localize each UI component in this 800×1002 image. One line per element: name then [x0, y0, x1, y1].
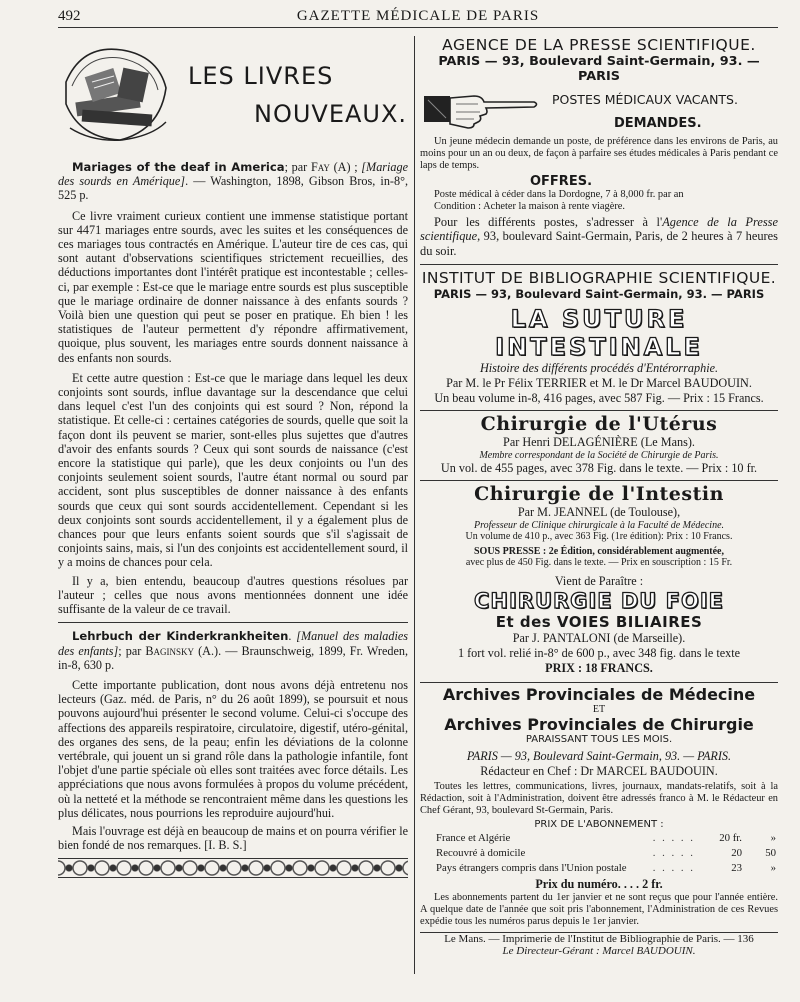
foie-title: CHIRURGIE DU FOIE [473, 589, 725, 614]
intestin-author: Par M. JEANNEL (de Toulouse), [517, 505, 681, 520]
archives-frequency: PARAISSANT TOUS LES MOIS. [525, 734, 673, 746]
contact-part-a: Pour les différents postes, s'adresser à l' [434, 215, 663, 229]
issue-price: Prix du numéro. . . . 2 fr. [535, 876, 663, 891]
price-value-centimes: 50 [765, 847, 776, 860]
book2-paragraph: Mais l'ouvrage est déjà en beaucoup de mains et on pourra vérifier le bien fondé de nos remarques. [I. B. S.] [58, 823, 408, 853]
uterus-price: Un vol. de 455 pages, avec 378 Fig. dans le texte. — Prix : 10 fr. [440, 461, 758, 476]
section-divider [420, 682, 778, 683]
book1-paragraph: Il y a, bien entendu, beaucoup d'autres questions résolues par l'auteur ; celles que nous avons mentionnées donnent une idée suffisante de la valeur de ce travail. [58, 573, 408, 617]
offres-text-2: Condition : Acheter la maison à rente viagère. [434, 201, 626, 212]
archives-correspondence: Toutes les lettres, communications, livres, journaux, mandats-relatifs, soit à la Rédaction, soit à l'Administration, doivent être adressés franco à M. le Rédacteur en Chef Gérant, 93, boulevard St-Germain, Paris. [420, 781, 778, 817]
book1-translation: [Mariage des sourds en Amérique] [58, 160, 409, 189]
journal-title: GAZETTE MÉDICALE DE PARIS [296, 8, 540, 24]
books-banner [58, 36, 408, 156]
uterus-membership: Membre correspondant de la Société de Chirurgie de Paris. [479, 450, 719, 462]
subscription-price-table [420, 830, 778, 876]
archives-address: PARIS — 93, Boulevard Saint-Germain, 93. — PARIS. [466, 749, 732, 764]
column-divider [414, 36, 415, 974]
agence-address: PARIS — 93, Boulevard Saint-Germain, 93. — PARIS [438, 54, 760, 84]
book1-author-initial: (A) ; [329, 160, 358, 174]
decorative-ornament-band [58, 858, 408, 878]
price-label: Recouvré à domicile [436, 847, 526, 860]
book1-by: ; par [284, 160, 311, 174]
intestin-price: Un volume de 410 p., avec 363 Fig. (1re édition): Prix : 10 Francs. [465, 531, 733, 543]
institut-title: INSTITUT DE BIBLIOGRAPHIE SCIENTIFIQUE. [421, 269, 777, 288]
printer-imprint: Le Mans. — Imprimerie de l'Institut de Bibliographie de Paris. — 136 [444, 932, 754, 945]
archives-redacteur: Rédacteur en Chef : Dr MARCEL BAUDOUIN. [480, 764, 718, 779]
offres-heading: OFFRES. [530, 174, 593, 189]
foie-vient-de-paraitre: Vient de Paraître : [554, 574, 644, 589]
price-value-francs: 20 fr. [719, 832, 742, 845]
running-header [58, 6, 778, 28]
price-label: Pays étrangers compris dans l'Union postale [436, 861, 627, 874]
book2-translation: [Manuel des maladies des enfants] [58, 629, 408, 658]
book2-publication: — Braunschweig, 1899, Fr. Wreden, in-8, 630 p. [58, 643, 409, 672]
book1-author: Fay [310, 160, 330, 174]
price-label: France et Algérie [436, 832, 511, 845]
section-divider [420, 410, 778, 411]
section-divider [58, 622, 408, 623]
price-leader: . . . . . [652, 861, 695, 874]
pointing-hand-icon [422, 86, 540, 132]
price-row [422, 832, 776, 845]
price-value-centimes: » [770, 832, 776, 845]
banner-title-line2: NOUVEAUX. [254, 100, 408, 128]
book2-title: Lehrbuch der Kinderkrankheiten [72, 629, 289, 644]
book2-paragraph: Cette importante publication, dont nous avons déjà entretenu nos lecteurs (Gaz. méd. de Paris, n° du 26 août 1899), se poursuit et nous pouvons aujourd'hui présenter le second volume. Celui-ci s'occupe des affections des appareils respiratoire, circulatoire, digestif, utéro-génital, des organes des sens, de la peau; enfin les déviations de la colonne vertébrale, qui jouent un si grand rôle dans la pathologie infantile, font l'objet d'une partie spéciale où elles sont traitées avec force détails. Les appréciations que nous avons formulées à propos du volume précédent, où la netteté et la méthode se rencontraient même dans les questions les plus délicates, nous pourrions les reproduire aujourd'hui. [58, 677, 408, 820]
right-column [420, 36, 778, 976]
section-divider [420, 264, 778, 265]
price-value-centimes: » [770, 861, 776, 874]
price-value-francs: 20 [731, 847, 742, 860]
archives-et: ET [592, 704, 606, 716]
archives-title-medecine: Archives Provinciales de Médecine [442, 685, 756, 705]
subscription-heading: PRIX DE L'ABONNEMENT : [534, 819, 664, 831]
uterus-author: Par Henri DELAGÉNIÈRE (Le Mans). [503, 435, 695, 450]
intestin-role: Professeur de Clinique chirurgicale à la Faculté de Médecine. [473, 520, 725, 532]
intestin-title: Chirurgie de l'Intestin [474, 483, 724, 506]
offres-text-1: Poste médical à céder dans la Dordogne, 7 à 8,000 fr. par an [434, 189, 684, 200]
book1-title: Mariages of the deaf in America [72, 160, 285, 174]
section-divider [420, 480, 778, 481]
book1-publication: . — Washington, 1898, Gibson Bros, in-8°, 525 p. [58, 174, 408, 203]
agence-contact [420, 215, 778, 258]
books-engraving-icon [62, 42, 172, 146]
institut-address: PARIS — 93, Boulevard Saint-Germain, 93. — PARIS [433, 287, 765, 302]
book1-citation [58, 160, 408, 203]
foie-price: PRIX : 18 FRANCS. [545, 661, 653, 676]
uterus-title: Chirurgie de l'Utérus [480, 413, 718, 436]
page-number: 492 [58, 8, 81, 24]
suture-authors: Par M. le Pr Félix TERRIER et M. le Dr Marcel BAUDOUIN. [446, 376, 752, 391]
postes-heading: POSTES MÉDICAUX VACANTS. [552, 92, 738, 107]
contact-part-c: , 93, boulevard Saint-Germain, Paris, de 2 heures à 7 heures du soir. [420, 229, 778, 258]
contact-agency-name: Agence de la Presse scientifique [420, 215, 778, 244]
book2-author-initial: (A.). [194, 643, 222, 658]
book2-author: Baginsky [145, 643, 195, 658]
price-row [422, 862, 776, 875]
book1-paragraph: Et cette autre question : Est-ce que le mariage dans lequel les deux conjoints sont sourds, influe davantage sur la descendance que celui dans lequel c'est l'un des conjoints qui est sourd ? Non, répond la statistique. Et celle-ci : certaines catégories de sourds, quelle que soit la façon dont ils peuvent se marier, sont-elles plus sujettes que d'autres d'avoir des enfants sourds ? Ceux qui sont sourds de naissance (c'est encore la statistique qui parle), que les deux conjoints ou l'un des conjoints seulement soient sourds, l'autre étant normal ou sourd par accident, sont plus susceptibles de donner naissance à des enfants sourds que ceux qui sont sourds accidentellement. Cependant si les deux conjoints sont sourds accidentellement, il y a également plus de chances pour que leurs enfants soient sourds que s'il s'agissait de conjoints sains, mais, si l'un des conjoints est accidentellement sourd, il y a moins de chances pour cela. [58, 370, 408, 570]
agence-title: AGENCE DE LA PRESSE SCIENTIFIQUE. [442, 36, 756, 54]
foie-subtitle: Et des VOIES BILIAIRES [495, 613, 703, 632]
agence-hand-row [420, 84, 778, 136]
intestin-press-line-1: SOUS PRESSE : 2e Édition, considérablement augmentée, [473, 546, 724, 558]
book1-paragraph: Ce livre vraiment curieux contient une immense statistique portant sur 4471 mariages entre sourds, avec les suites et les conséquences de ces mariages tous contractés en Amérique. L'auteur tire de ces cas, qui sont autant d'observations scientifiques strictement recueillies, des déductions importantes dont l'intérêt pratique est incontestable ; celles-ci, par exemple : Est-ce que le mariage entre sourds est plus susceptible que le mariage ordinaire de donner naissance à des enfants sourds ? Voilà bien une question qui peut se poser en pratique. Eh bien ! les statistiques de l'auteur permettent d'y répondre affirmativement, quoique, plus souvent, les mariages entre sourds donnent naissance à des enfants non sourds. [58, 208, 408, 365]
price-leader: . . . . . [652, 847, 695, 860]
price-value-francs: 23 [731, 861, 742, 874]
demandes-heading: DEMANDES. [614, 116, 702, 131]
foie-author: Par J. PANTALONI (de Marseille). [512, 631, 686, 646]
left-column [58, 36, 408, 976]
banner-title-line1: LES LIVRES [188, 62, 334, 90]
subscription-footnote: Les abonnements partent du 1er janvier et ne sont reçus que pour l'année entière. A quelque date de l'année que soit pris l'abonnement, l'Administration de ces Revues expédie tous les numéros parus depuis le 1er janvier. [420, 891, 778, 927]
price-leader: . . . . . [652, 832, 695, 845]
director-gerant: Le Directeur-Gérant : Marcel BAUDOUIN. [502, 944, 696, 957]
book2-by: ; par [118, 643, 146, 658]
foie-description: 1 fort vol. relié in-8° de 600 p., avec 348 fig. dans le texte [457, 646, 741, 661]
intestin-press-line-2: avec plus de 450 Fig. dans le texte. — Prix en souscription : 15 Fr. [465, 557, 733, 569]
suture-price: Un beau volume in-8, 416 pages, avec 587 Fig. — Prix : 15 Francs. [434, 391, 764, 406]
price-row [422, 847, 776, 860]
book2-citation: Lehrbuch der Kinderkrankheiten. [Manuel des maladies des enfants]; par Baginsky (A.). — Braunschweig, 1899, Fr. Wreden, in-8, 630 p. [58, 629, 409, 672]
suture-title: LA SUTURE INTESTINALE [495, 305, 703, 362]
demandes-text: Un jeune médecin demande un poste, de préférence dans les environs de Paris, au moins pour un an ou deux, de façon à parfaire ses études médicales à Paris pendant ce laps de temps. [420, 136, 778, 171]
suture-subtitle: Histoire des différents procédés d'Entérorraphie. [479, 361, 719, 376]
archives-title-chirurgie: Archives Provinciales de Chirurgie [444, 715, 754, 735]
